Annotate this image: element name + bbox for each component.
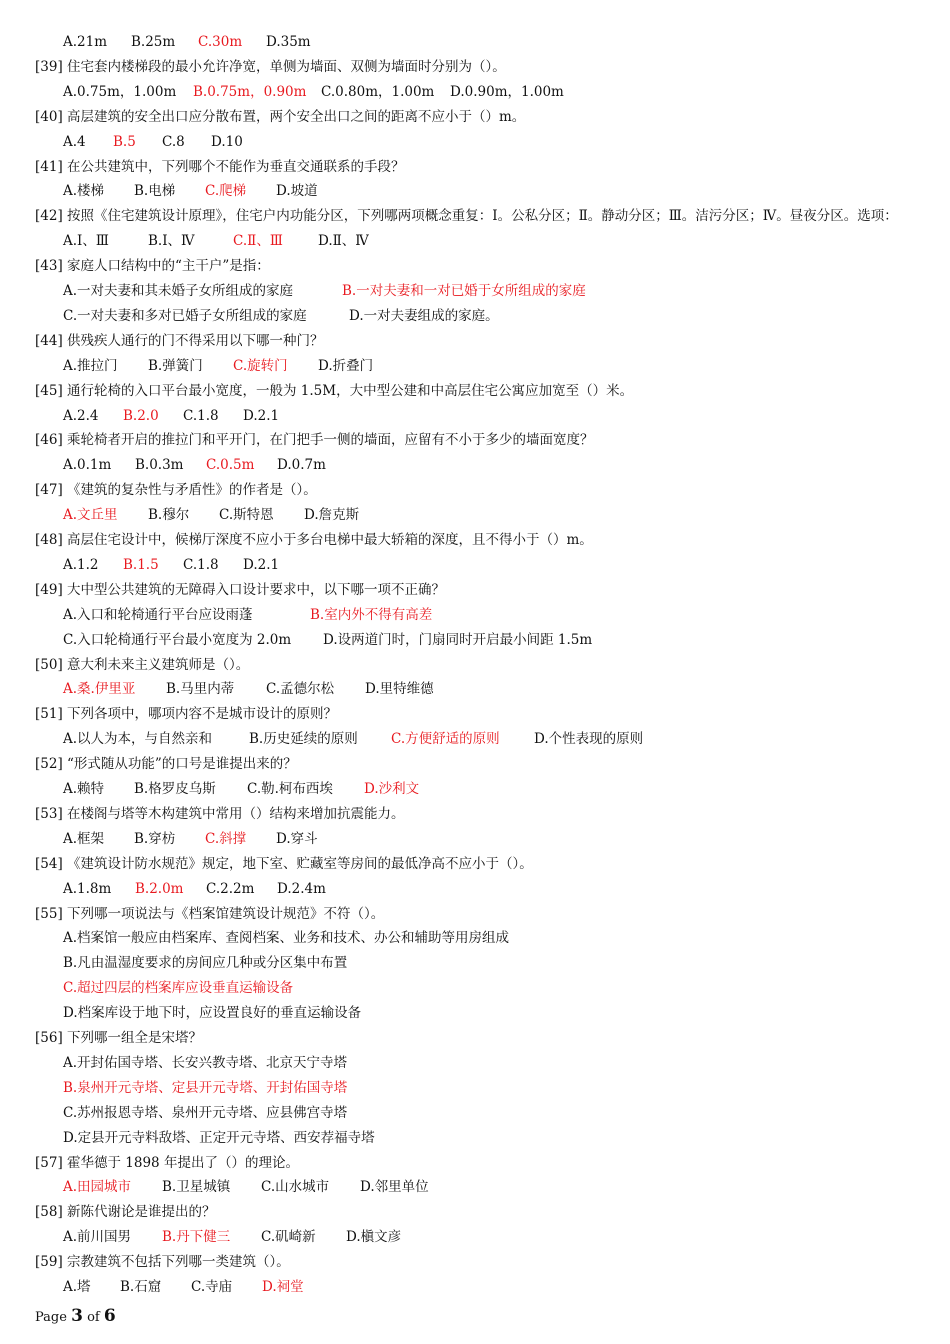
option: A.2.4 [63,407,99,424]
option: D.10 [211,133,243,150]
options-row [63,1076,347,1100]
option: D.个性表现的原则 [534,731,644,748]
option: C.0.80m，1.00m [321,83,435,100]
option: B.马里内蒂 [166,681,235,698]
options-row [63,1051,347,1075]
footer-prefix: Page [35,1310,67,1325]
options-row [63,503,359,527]
answer-option: C.爬梯 [205,183,247,200]
option: C.1.8 [183,407,219,424]
options-row [63,30,311,54]
option: B.格罗皮乌斯 [134,781,216,797]
option: A.开封佑国寺塔、长安兴教寺塔、北京天宁寺塔 [63,1054,348,1071]
answer-option: D.沙利文 [364,781,420,797]
answer-option: B.室内外不得有高差 [310,606,433,623]
option: A.21m [63,34,108,50]
answer-option: B.泉州开元寺塔、定县开元寺塔、开封佑国寺塔 [63,1079,348,1096]
question-text: [51] 下列各项中，哪项内容不是城市设计的原则？ [35,706,338,723]
question-text: [49] 大中型公共建筑的无障碍入口设计要求中，以下哪一项不正确？ [35,581,446,598]
question-text: [59] 宗教建筑不包括下列哪一类建筑（）。 [35,1254,290,1271]
options-row [63,777,419,801]
option: A.1.8m [63,880,112,897]
option: C.斯特恩 [219,507,274,524]
option: D.坡道 [276,183,318,200]
current-page-number: 3 [71,1306,83,1326]
options-row [63,976,293,1000]
options-row [63,1126,375,1150]
option: D.穿斗 [276,830,318,847]
option: A.0.1m [63,457,112,474]
options-row [63,130,243,154]
option: A.档案馆一般应由档案库、查阅档案、业务和技术、办公和辅助等用房组成 [63,930,510,947]
option: C.入口轮椅通行平台最小宽度为 2.0m [63,631,292,648]
answer-option: C.斜撑 [205,830,247,847]
option: A.以人为本，与自然亲和 [63,731,213,748]
question-text: [54] 《建筑设计防水规范》规定，地下室、贮藏室等房间的最低净高不应小于（）。 [35,855,533,872]
option: B.Ⅰ、Ⅳ [148,233,195,250]
options-row [63,628,592,652]
option: C.矶崎新 [261,1229,316,1246]
option: C.寺庙 [191,1279,233,1295]
option: B.穿枋 [134,830,176,847]
answer-option: A.文丘里 [63,507,118,524]
option: A.楼梯 [63,183,105,200]
question-text: [40] 高层建筑的安全出口应分散布置，两个安全出口之间的距离不应小于（）m。 [35,108,526,125]
options-row [63,1001,361,1025]
option: B.穆尔 [148,507,190,524]
options-row [63,453,326,477]
option: C.山水城市 [261,1179,330,1196]
option: B.25m [131,34,176,50]
answer-option: B.一对夫妻和一对已婚于女所组成的家庭 [342,283,586,299]
option: D.邻里单位 [360,1179,429,1196]
options-row [63,827,318,851]
question-text: [48] 高层住宅设计中，候梯厅深度不应小于多台电梯中最大轿箱的深度，且不得小于（）m。 [35,532,593,548]
question-text: [58] 新陈代谢论是谁提出的？ [35,1204,216,1221]
option: A.一对夫妻和其未婚子女所组成的家庭 [63,283,294,299]
option: A.1.2 [63,556,99,573]
option: A.入口和轮椅通行平台应设雨蓬 [63,606,253,623]
page-footer [35,1306,116,1326]
options-row [63,926,509,950]
footer-of: of [87,1310,100,1325]
options-row [63,603,432,627]
question-text: [42] 按照《住宅建筑设计原理》，住宅户内功能分区，下列哪两项概念重复：Ⅰ。公私分区；Ⅱ。静动分区；Ⅲ。洁污分区；Ⅳ。昼夜分区。选项： [35,208,898,225]
options-row [63,279,586,303]
option: D.35m [266,34,311,50]
options-row [63,1175,429,1199]
question-text: [44] 供残疾人通行的门不得采用以下哪一种门？ [35,332,324,349]
option: D.定县开元寺料敌塔、正定开元寺塔、西安荐福寺塔 [63,1129,375,1146]
option: B.卫星城镇 [162,1179,231,1196]
options-row [63,229,369,253]
question-text: [57] 霍华德于 1898 年提出了（）的理论。 [35,1154,299,1171]
option: D.2.1 [243,556,280,573]
answer-option: B.2.0 [123,407,159,424]
option: C.8 [162,133,185,150]
answer-option: B.1.5 [123,556,159,573]
question-text: [46] 乘轮椅者开启的推拉门和平开门，在门把手一侧的墙面，应留有不小于多少的墙面宽度？ [35,432,594,449]
option: D.2.4m [277,880,326,897]
options-row [63,179,318,203]
option: A.4 [63,133,86,150]
question-text: [47] 《建筑的复杂性与矛盾性》的作者是（）。 [35,482,317,499]
answer-option: B.丹下健三 [162,1229,231,1246]
total-page-count: 6 [103,1306,116,1326]
option: D.槇文彦 [346,1229,402,1246]
option: D.詹克斯 [304,507,360,524]
options-row [63,354,373,378]
option: C.孟德尔松 [266,681,335,698]
answer-option: C.方便舒适的原则 [391,731,500,748]
answer-option: B.2.0m [135,880,184,897]
question-text: [45] 通行轮椅的入口平台最小宽度，一般为 1.5M，大中型公建和中高层住宅公寓应加宽至（）米。 [35,382,634,399]
question-text: [56] 下列哪一组全是宋塔？ [35,1030,203,1046]
answer-option: A.桑.伊里亚 [63,681,136,698]
answer-option: C.Ⅱ、Ⅲ [233,233,283,250]
option: A.0.75m，1.00m [63,83,177,100]
answer-option: D.祠堂 [262,1279,304,1295]
option: B.历史延续的原则 [249,731,358,748]
answer-option: A.田园城市 [63,1179,132,1196]
options-row [63,677,434,701]
options-row [63,951,347,975]
options-row [63,877,326,901]
option: D.折叠门 [318,357,374,374]
answer-option: B.0.75m，0.90m [193,83,307,100]
option: C.一对夫妻和多对已婚子女所组成的家庭 [63,307,307,324]
option: D.0.90m，1.00m [450,83,564,100]
options-row [63,80,564,104]
option: C.2.2m [206,880,255,897]
option: B.0.3m [135,457,184,474]
option: D.2.1 [243,407,280,424]
options-row [63,304,499,328]
option: B.凡由温湿度要求的房间应几种或分区集中布置 [63,955,348,972]
option: B.电梯 [134,183,176,200]
option: D.设两道门时，门扇同时开启最小间距 1.5m [323,631,593,648]
question-text: [53] 在楼阁与塔等木构建筑中常用（）结构来增加抗震能力。 [35,805,405,822]
option: A.框架 [63,830,105,847]
option: A.赖特 [63,781,105,797]
option: C.1.8 [183,556,219,573]
option: C.勒.柯布西埃 [247,781,333,797]
options-row [63,1101,347,1125]
question-text: [43] 家庭人口结构中的“主干户”是指： [35,258,270,275]
question-text: [55] 下列哪一项说法与《档案馆建筑设计规范》不符（）。 [35,905,385,922]
question-text: [52] “形式随从功能”的口号是谁提出来的？ [35,756,297,773]
option: B.石窟 [120,1279,162,1295]
option: D.0.7m [277,457,326,474]
answer-option: C.30m [198,34,243,50]
option: C.苏州报恩寺塔、泉州开元寺塔、应县佛宫寺塔 [63,1104,348,1121]
question-text: [39] 住宅套内楼梯段的最小允许净宽，单侧为墙面、双侧为墙面时分别为（）。 [35,58,506,75]
option: D.档案库设于地下时，应设置良好的垂直运输设备 [63,1005,362,1022]
answer-option: B.5 [113,133,136,150]
options-row [63,404,279,428]
option: D.一对夫妻组成的家庭。 [349,307,499,324]
options-row [63,1225,401,1249]
option: D.里特维德 [365,681,434,698]
option: A.Ⅰ、Ⅲ [63,233,109,250]
option: A.前川国男 [63,1229,132,1246]
answer-option: C.旋转门 [233,357,288,374]
answer-option: C.超过四层的档案库应设垂直运输设备 [63,980,294,997]
option: B.弹簧门 [148,357,203,374]
question-text: [41] 在公共建筑中，下列哪个不能作为垂直交通联系的手段？ [35,158,405,175]
option: D.Ⅱ、Ⅳ [318,233,369,250]
options-row [63,727,643,751]
options-row [63,1275,304,1299]
option: A.塔 [63,1279,91,1295]
options-row [63,553,279,577]
answer-option: C.0.5m [206,457,255,474]
option: A.推拉门 [63,357,118,374]
question-text: [50] 意大利未来主义建筑师是（）。 [35,656,250,673]
